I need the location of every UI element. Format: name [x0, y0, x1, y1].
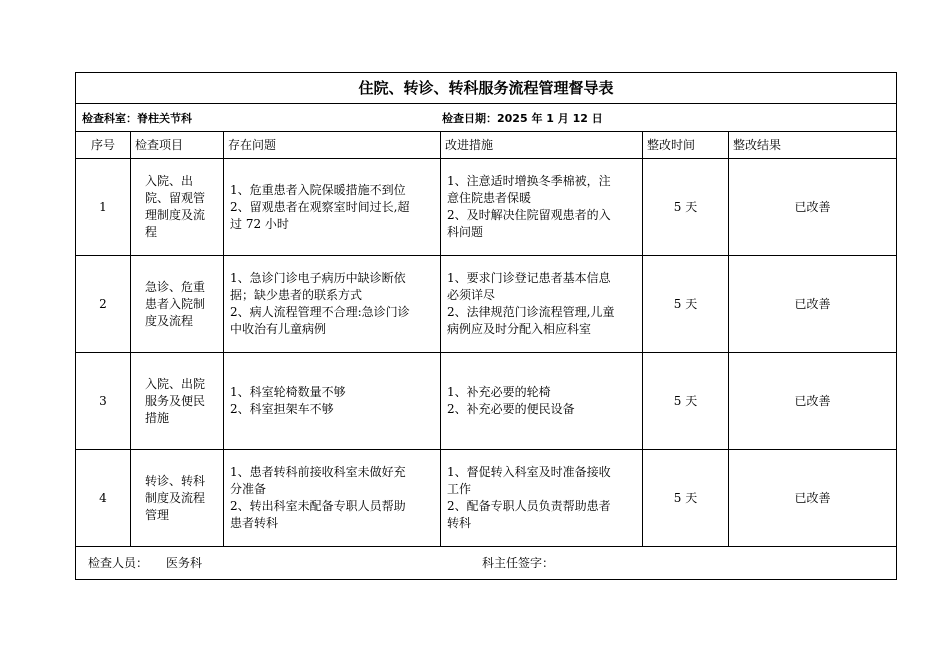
footer-row	[76, 547, 897, 580]
supervision-form	[75, 72, 896, 580]
row-problems	[224, 450, 441, 547]
problem-line: 1、急诊门诊电子病历中缺诊断依	[230, 271, 406, 285]
supervision-table	[75, 72, 897, 580]
measure-line: 1、督促转入科室及时准备接收	[447, 465, 611, 479]
row-problems	[224, 353, 441, 450]
item-line: 入院、出院	[145, 376, 206, 391]
table-row	[76, 159, 897, 256]
measure-line: 1、要求门诊登记患者基本信息	[447, 271, 611, 285]
item-line: 措施	[145, 410, 170, 425]
measure-line: 意住院患者保暖	[447, 191, 532, 205]
problem-line: 2、留观患者在观察室时间过长,超	[230, 199, 410, 214]
row-item	[131, 450, 224, 547]
measure-line: 2、法律规范门诊流程管理,儿童	[447, 305, 615, 319]
row-no: 2	[76, 256, 131, 353]
row-time: 5 天	[643, 159, 729, 256]
row-measures	[441, 256, 643, 353]
item-line: 急诊、危重	[145, 279, 206, 294]
dept-info	[82, 110, 192, 127]
problem-line: 2、转出科室未配备专职人员帮助	[230, 499, 406, 513]
row-no: 1	[76, 159, 131, 256]
signature-label: 科主任签字：	[482, 556, 555, 570]
problem-line: 2、病人流程管理不合理:急诊门诊	[230, 305, 410, 319]
problem-line: 中收治有儿童病例	[230, 322, 327, 336]
measure-line: 科问题	[447, 225, 484, 239]
row-time: 5 天	[643, 450, 729, 547]
item-line: 患者入院制	[145, 296, 206, 311]
date-value: 2025 年 1 月 12 日	[497, 112, 603, 125]
row-result: 已改善	[729, 159, 897, 256]
form-title: 住院、转诊、转科服务流程管理督导表	[76, 73, 897, 104]
dept-label: 检查科室：	[82, 112, 137, 125]
item-line: 转诊、转科	[145, 473, 206, 488]
item-line: 服务及便民	[145, 393, 206, 408]
date-info	[442, 110, 603, 127]
header-no: 序号	[76, 132, 131, 159]
row-problems	[224, 256, 441, 353]
measure-line: 1、补充必要的轮椅	[447, 385, 551, 399]
inspector-info	[88, 555, 202, 572]
item-line: 管理	[145, 507, 170, 522]
problem-line: 1、患者转科前接收科室未做好充	[230, 465, 406, 479]
measure-line: 1、注意适时增换冬季棉被，注	[447, 174, 611, 188]
row-item	[131, 353, 224, 450]
row-result: 已改善	[729, 256, 897, 353]
problem-line: 1、科室轮椅数量不够	[230, 385, 346, 399]
row-problems	[224, 159, 441, 256]
row-result: 已改善	[729, 450, 897, 547]
table-row	[76, 256, 897, 353]
inspector-value: 医务科	[166, 556, 203, 570]
row-result: 已改善	[729, 353, 897, 450]
row-time: 5 天	[643, 353, 729, 450]
measure-line: 工作	[447, 482, 472, 496]
table-row	[76, 450, 897, 547]
problem-line: 2、科室担架车不够	[230, 402, 334, 416]
row-time: 5 天	[643, 256, 729, 353]
header-time: 整改时间	[643, 132, 729, 159]
measure-line: 必须详尽	[447, 288, 496, 302]
row-item	[131, 256, 224, 353]
measure-line: 2、及时解决住院留观患者的入	[447, 208, 611, 222]
problem-line: 过 72 小时	[230, 216, 289, 231]
dept-value: 脊柱关节科	[137, 112, 192, 125]
header-measures: 改进措施	[441, 132, 643, 159]
item-line: 度及流程	[145, 313, 194, 328]
item-line: 程	[145, 225, 158, 239]
row-no: 4	[76, 450, 131, 547]
header-result: 整改结果	[729, 132, 897, 159]
row-no: 3	[76, 353, 131, 450]
inspector-label: 检查人员：	[88, 556, 149, 570]
row-measures	[441, 353, 643, 450]
header-problems: 存在问题	[224, 132, 441, 159]
item-line: 院、留观管	[145, 191, 206, 205]
row-measures	[441, 450, 643, 547]
row-measures	[441, 159, 643, 256]
table-row	[76, 353, 897, 450]
problem-line: 分准备	[230, 482, 267, 496]
item-line: 制度及流程	[145, 490, 206, 505]
item-line: 理制度及流	[145, 208, 206, 222]
item-line: 入院、出	[145, 174, 194, 188]
measure-line: 2、配备专职人员负责帮助患者	[447, 499, 611, 513]
info-row	[76, 104, 897, 132]
measure-line: 病例应及时分配入相应科室	[447, 322, 592, 336]
problem-line: 1、危重患者入院保暖措施不到位	[230, 182, 406, 197]
measure-line: 转科	[447, 516, 472, 530]
header-item: 检查项目	[131, 132, 224, 159]
problem-line: 患者转科	[230, 516, 279, 530]
measure-line: 2、补充必要的便民设备	[447, 402, 575, 416]
date-label: 检查日期：	[442, 112, 497, 125]
header-row	[76, 132, 897, 159]
problem-line: 据；缺少患者的联系方式	[230, 288, 363, 302]
row-item	[131, 159, 224, 256]
